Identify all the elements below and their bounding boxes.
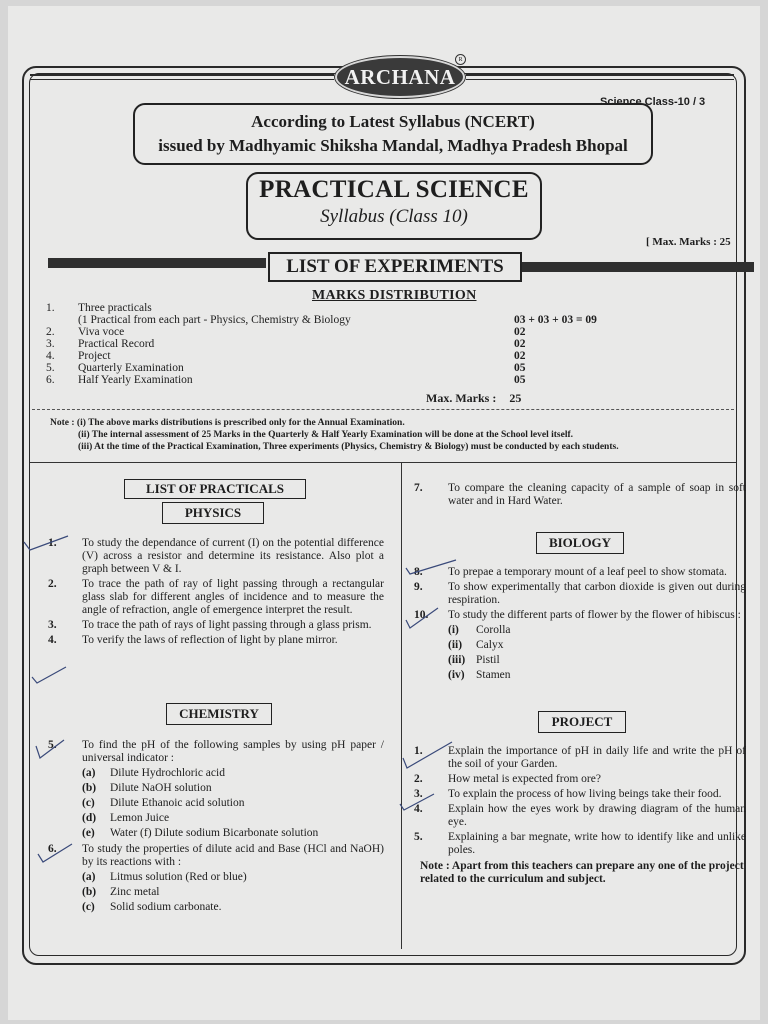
handwritten-tick-icon bbox=[404, 604, 442, 630]
sub-item bbox=[82, 827, 384, 842]
project-list bbox=[414, 745, 746, 886]
item-text: To study the different parts of flower by the flower of hibiscus : bbox=[448, 609, 741, 621]
max-marks-total-label: Max. Marks : bbox=[426, 391, 497, 405]
marks-row-text: Viva voce bbox=[78, 326, 125, 338]
item-text: Explaining a bar megnate, write how to identify like and unlike poles. bbox=[448, 831, 746, 856]
sub-item bbox=[82, 871, 384, 886]
note-divider bbox=[32, 409, 734, 411]
handwritten-tick-icon bbox=[400, 738, 456, 772]
item-text: To study the properties of dilute acid and Base (HCl and NaOH) by its reactions with : bbox=[82, 843, 384, 868]
item-number: 1. bbox=[48, 537, 57, 549]
archana-logo: ARCHANA bbox=[335, 56, 465, 98]
sub-item bbox=[82, 782, 384, 797]
list-item bbox=[48, 537, 384, 576]
note-line-2: (ii) The internal assessment of 25 Marks in the Quarterly & Half Yearly Examination will be done at the School level itself. bbox=[78, 430, 574, 440]
marks-row-value: 03 + 03 + 03 = 09 bbox=[514, 314, 597, 326]
sub-item bbox=[82, 812, 384, 827]
marks-note bbox=[50, 417, 750, 453]
item-text: Explain the importance of pH in daily life and write the pH of the soil of your Garden. bbox=[448, 745, 746, 770]
list-item bbox=[414, 773, 746, 786]
registered-mark-icon: R bbox=[455, 54, 466, 65]
marks-row-text: Project bbox=[78, 350, 111, 362]
list-item bbox=[414, 803, 746, 829]
sub-item-text: Zinc metal bbox=[110, 886, 160, 898]
list-item bbox=[414, 482, 746, 508]
item-number: 2. bbox=[414, 773, 423, 785]
header-rule-right bbox=[466, 74, 734, 80]
syllabus-line-1: According to Latest Syllabus (NCERT) bbox=[251, 112, 535, 131]
sub-item-label: (a) bbox=[82, 871, 96, 883]
marks-row-number: 5. bbox=[46, 362, 55, 374]
sub-item bbox=[448, 669, 746, 684]
item-text: To study the dependance of current (I) on the potential difference (V) across a resistor and determine its resistance. Also plot a graph between V & I. bbox=[82, 537, 384, 575]
sub-item-label: (i) bbox=[448, 624, 459, 636]
page-title: PRACTICAL SCIENCE bbox=[259, 176, 529, 203]
handwritten-tick-icon bbox=[404, 556, 460, 576]
marks-row-text: Practical Record bbox=[78, 338, 155, 350]
list-item bbox=[48, 634, 384, 647]
sub-item-label: (iii) bbox=[448, 654, 466, 666]
sub-item bbox=[82, 901, 384, 916]
chemistry-heading: CHEMISTRY bbox=[166, 703, 272, 725]
marks-row-number: 6. bbox=[46, 374, 55, 386]
sub-item-label: (a) bbox=[82, 767, 96, 779]
item-number: 3. bbox=[414, 788, 423, 800]
sub-item-text: Dilute NaOH solution bbox=[110, 782, 212, 794]
max-marks-label: [ Max. Marks : 25 bbox=[646, 236, 731, 248]
item-number: 5. bbox=[48, 739, 57, 751]
list-item bbox=[414, 581, 746, 607]
sub-item-label: (b) bbox=[82, 782, 97, 794]
sub-item-label: (e) bbox=[82, 827, 95, 839]
handwritten-tick-icon bbox=[398, 790, 438, 812]
marks-row-number: 1. bbox=[46, 302, 55, 314]
project-heading: PROJECT bbox=[538, 711, 626, 733]
list-item bbox=[48, 619, 384, 632]
sub-item-text: Dilute Ethanoic acid solution bbox=[110, 797, 245, 809]
sub-item-label: (c) bbox=[82, 901, 95, 913]
list-item bbox=[48, 578, 384, 617]
physics-list bbox=[48, 537, 384, 649]
sub-item bbox=[82, 797, 384, 812]
project-note: Note : Apart from this teachers can prepare any one of the project related to the curriculum and subject. bbox=[420, 860, 744, 885]
sub-item-text: Dilute Hydrochloric acid bbox=[110, 767, 225, 779]
sub-item-text: Pistil bbox=[476, 654, 500, 666]
sub-item bbox=[448, 654, 746, 669]
handwritten-tick-icon bbox=[30, 663, 70, 687]
item-number: 3. bbox=[48, 619, 57, 631]
marks-row-number: 3. bbox=[46, 338, 55, 350]
experiments-heading: LIST OF EXPERIMENTS bbox=[268, 252, 522, 282]
item-7-block bbox=[414, 482, 746, 510]
physics-heading: PHYSICS bbox=[162, 502, 264, 524]
marks-row-text: Quarterly Examination bbox=[78, 362, 184, 374]
list-item bbox=[414, 566, 746, 579]
section-divider bbox=[30, 462, 736, 463]
list-item bbox=[48, 739, 384, 765]
item-text: To trace the path of rays of light passing through a glass prism. bbox=[82, 619, 372, 631]
syllabus-line-2: issued by Madhyamic Shiksha Mandal, Madhya Pradesh Bhopal bbox=[158, 136, 628, 155]
biology-list bbox=[414, 566, 746, 684]
marks-row-value: 02 bbox=[514, 326, 526, 338]
item-number: 5. bbox=[414, 831, 423, 843]
marks-row-value: 02 bbox=[514, 350, 526, 362]
item-number: 9. bbox=[414, 581, 423, 593]
biology-heading: BIOLOGY bbox=[536, 532, 624, 554]
list-item bbox=[414, 745, 746, 771]
list-item bbox=[48, 843, 384, 869]
note-line-1: Note : (i) The above marks distributions is prescribed only for the Annual Examination. bbox=[50, 418, 405, 428]
sub-item-label: (ii) bbox=[448, 639, 463, 651]
item-number: 8. bbox=[414, 566, 423, 578]
sub-item bbox=[448, 639, 746, 654]
marks-row-value: 02 bbox=[514, 338, 526, 350]
list-item bbox=[414, 609, 746, 622]
item-number: 2. bbox=[48, 578, 57, 590]
handwritten-tick-icon bbox=[34, 736, 68, 762]
sub-item bbox=[82, 767, 384, 782]
marks-distribution-heading: MARKS DISTRIBUTION bbox=[312, 288, 477, 303]
item-text: How metal is expected from ore? bbox=[448, 773, 601, 785]
heading-bar-right bbox=[520, 262, 754, 272]
item-text: To compare the cleaning capacity of a sample of soap in soft water and in Hard Water. bbox=[448, 482, 746, 507]
page-reference: Science Class-10 / 3 bbox=[600, 96, 706, 108]
sub-item-text: Litmus solution (Red or blue) bbox=[110, 871, 247, 883]
syllabus-banner bbox=[133, 103, 653, 165]
item-text: To show experimentally that carbon dioxide is given out during respiration. bbox=[448, 581, 746, 606]
title-box bbox=[246, 172, 542, 240]
chemistry-list bbox=[48, 739, 384, 916]
item-number: 7. bbox=[414, 482, 423, 494]
marks-row-value: 05 bbox=[514, 374, 526, 386]
note-line-3: (iii) At the time of the Practical Examination, Three experiments (Physics, Chemistry & Biology) must be conducted by each students. bbox=[78, 442, 619, 452]
max-marks-total-value: 25 bbox=[509, 391, 522, 405]
item-text: To explain the process of how living beings take their food. bbox=[448, 788, 722, 800]
item-number: 6. bbox=[48, 843, 57, 855]
marks-row-value: 05 bbox=[514, 362, 526, 374]
marks-row-text: (1 Practical from each part - Physics, Chemistry & Biology bbox=[78, 314, 351, 326]
marks-row-number: 4. bbox=[46, 350, 55, 362]
sub-item-label: (c) bbox=[82, 797, 95, 809]
list-of-practicals-heading: LIST OF PRACTICALS bbox=[124, 479, 306, 499]
page-subtitle: Syllabus (Class 10) bbox=[320, 206, 468, 227]
item-text: To prepae a temporary mount of a leaf peel to show stomata. bbox=[448, 566, 727, 578]
handwritten-tick-icon bbox=[22, 532, 72, 554]
item-number: 10. bbox=[414, 609, 429, 621]
sub-item bbox=[448, 624, 746, 639]
item-text: To verify the laws of reflection of light by plane mirror. bbox=[82, 634, 338, 646]
sub-item-text: Stamen bbox=[476, 669, 511, 681]
item-number: 4. bbox=[414, 803, 423, 815]
list-item bbox=[414, 788, 746, 801]
sub-item-text: Solid sodium carbonate. bbox=[110, 901, 222, 913]
column-divider bbox=[401, 463, 402, 949]
sub-item-label: (d) bbox=[82, 812, 97, 824]
item-text: To find the pH of the following samples by using pH paper / universal indicator : bbox=[82, 739, 384, 764]
sub-item-label: (b) bbox=[82, 886, 97, 898]
handwritten-tick-icon bbox=[36, 840, 76, 864]
sub-item-text: Water (f) Dilute sodium Bicarbonate solution bbox=[110, 827, 319, 839]
item-text: Explain how the eyes work by drawing diagram of the human eye. bbox=[448, 803, 746, 828]
heading-bar-left bbox=[48, 258, 266, 268]
sub-item bbox=[82, 886, 384, 901]
sub-item-label: (iv) bbox=[448, 669, 465, 681]
sub-item-text: Corolla bbox=[476, 624, 511, 636]
item-number: 4. bbox=[48, 634, 57, 646]
item-text: To trace the path of ray of light passing through a rectangular glass slab for different angles of incidence and to measure the angle of refraction, angle of emergence interpret the result. bbox=[82, 578, 384, 616]
sub-item-text: Lemon Juice bbox=[110, 812, 170, 824]
max-marks-total bbox=[426, 391, 521, 406]
item-number: 1. bbox=[414, 745, 423, 757]
header-rule-left bbox=[30, 74, 334, 80]
sub-item-text: Calyx bbox=[476, 639, 504, 651]
marks-row-text: Half Yearly Examination bbox=[78, 374, 193, 386]
list-item bbox=[414, 831, 746, 857]
marks-row-number: 2. bbox=[46, 326, 55, 338]
marks-row-text: Three practicals bbox=[78, 302, 152, 314]
